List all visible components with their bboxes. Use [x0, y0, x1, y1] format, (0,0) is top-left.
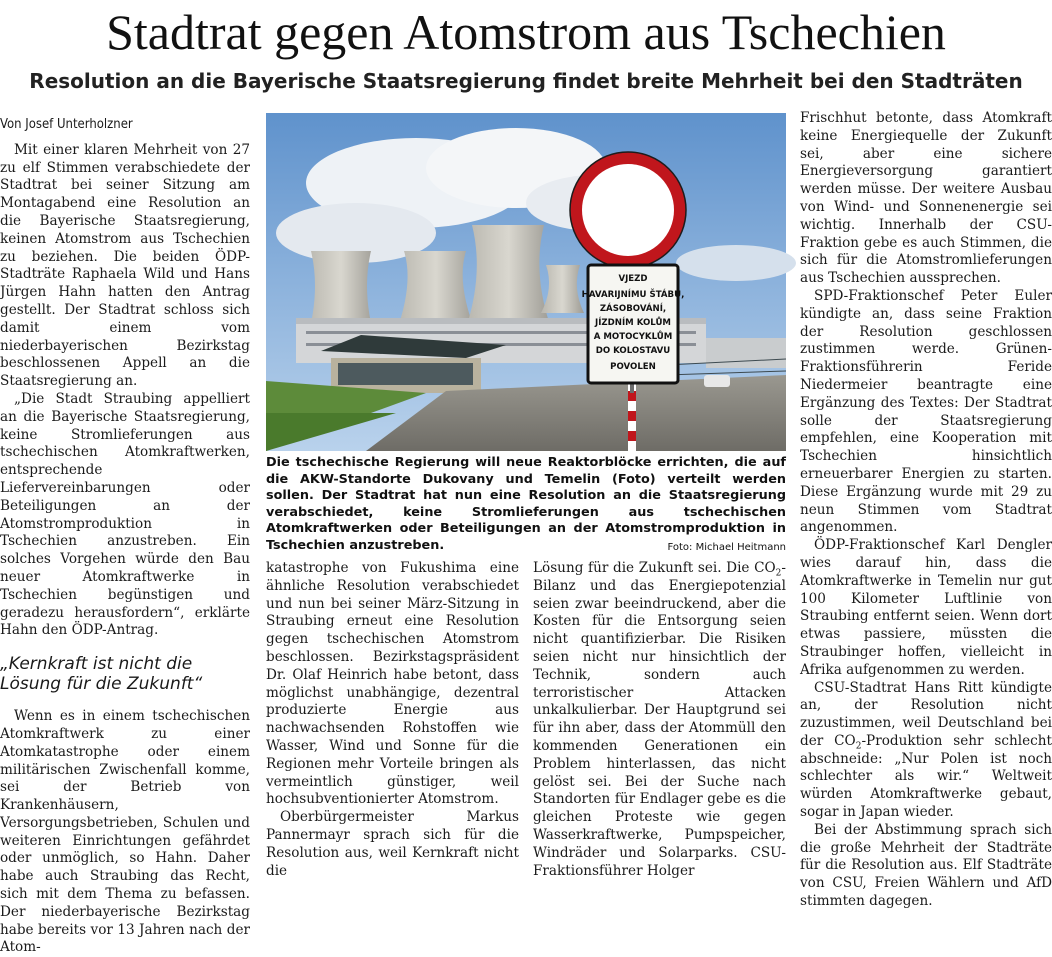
paragraph: Frischhut betonte, dass Atomkraft keine Energiequelle der Zukunft sei, aber eine sichere Energieversorgung garantiert werden müsse. Der weitere Ausbau von Wind- und Sonnenenergie sei wichtig. Innerhalb der CSU-Fraktion gebe es auch Stimmen, die sich für die Atomstromlieferungen aus Tschechien aussprechen. — [800, 110, 1052, 287]
reactor-photo-illustration — [266, 113, 786, 451]
paragraph: CSU-Stadtrat Hans Ritt kündigte an, der Resolution nicht zuzustimmen, weil Deutschland bei der $CO_2$-Produktion sehr schlecht abschneide: „Nur Polen ist noch schlechter als wir.“ Weltweit würden Atomkraftwerke gebaut, sogar in Japan wieder. — [800, 679, 1052, 821]
article-column-2 — [266, 560, 519, 879]
paragraph: katastrophe von Fukushima eine ähnliche Resolution verabschiedet und nun bei seiner März-Sitzung in Straubing erneut eine Resolution gegen tschechischen Atomstrom beschlossen. Bezirkstagspräsident Dr. Olaf Heinrich habe betont, dass möglichst unabhängige, dezentral produzierte Energie aus nachwachsenden Rohstoffen wie Wasser, Wind und Sonne für die Regionen mehr Vorteile bringen als vermeintlich günstiger, weil hochsubventionierter Atomstrom. — [266, 560, 519, 808]
paragraph: ÖDP-Fraktionschef Karl Dengler wies darauf hin, dass die Atomkraftwerke in Temelin nur gut 100 Kilometer Luftlinie von Straubing entfernt seien. Wenn dort etwas passiere, müssten die Straubinger hoffen, vielleicht in Afrika aufgenommen zu werden. — [800, 537, 1052, 678]
article-column-1 — [0, 116, 250, 956]
photo-caption — [266, 455, 786, 557]
photo-credit: Foto: Michael Heitmann — [667, 541, 786, 553]
sign-line: HAVARIJNÍMU ŠTÁBU, — [581, 290, 685, 300]
headline: Stadtrat gegen Atomstrom aus Tschechien — [106, 4, 946, 60]
paragraph: Oberbürgermeister Markus Pannermayr sprach sich für die Resolution aus, weil Kernkraft nicht die — [266, 809, 519, 879]
paragraph: SPD-Fraktionschef Peter Euler kündigte an, dass seine Fraktion der Resolution geschlossen zustimmen werde. Grünen-Fraktionsführerin Feride Niedermeier beantragte eine Ergänzung des Textes: Der Stadtrat solle der Staatsregierung empfehlen, eine Kooperation mit Tschechien hinsichtlich erneuerbarer Energien zu starten. Diese Ergänzung wurde mit 29 zu neun Stimmen vom Stadtrat angenommen. — [800, 287, 1052, 536]
sign-line: DO KOLOSTAVU — [595, 346, 671, 356]
byline: Von Josef Unterholzner — [0, 117, 133, 132]
news-photo — [266, 113, 786, 451]
sign-line: POVOLEN — [610, 362, 656, 372]
article-column-3 — [533, 560, 786, 879]
sign-line: JÍZDNÍM KOLŮM — [595, 318, 671, 328]
paragraph: „Die Stadt Straubing appelliert an die Bayerische Staatsregierung, keine Stromlieferungen aus tschechischen Atomkraftwerken, entsprechende Liefervereinbarungen oder Beteiligungen an der Atomstromproduktion in Tschechien anzustreben. Ein solches Vorgehen würde den Bau neuer Atomkraftwerke in Tschechien begünstigen und geradezu herausfordern“, erklärte Hahn den ÖDP-Antrag. — [0, 390, 250, 639]
sign-line: ZÁSOBOVÁNÍ, — [599, 304, 667, 314]
crosshead: „Kernkraft ist nicht die Lösung für die Zukunft“ — [0, 654, 203, 695]
sign-line: VJEZD — [618, 274, 648, 284]
paragraph: Lösung für die Zukunft sei. Die $CO_2$-Bilanz und das Energiepotenzial seien zwar beeindruckend, aber die Kosten für die Entsorgung seien nicht quantifizierbar. Die Risiken seien nicht nur hinsichtlich der Technik, sondern auch terroristischer Attacken unkalkulierbar. Der Hauptgrund sei für ihn aber, dass der Atommüll den kommenden Generationen ein Problem hinterlassen, das nicht gelöst sei. Bei der Suche nach Standorten für Endlager gebe es die gleichen Proteste wie gegen Wasserkraftwerke, Pumpspeicher, Windräder und Solarparks. CSU-Fraktionsführer Holger — [533, 560, 786, 879]
paragraph: Wenn es in einem tschechischen Atomkraftwerk zu einer Atomkatastrophe oder einem militärischen Zwischenfall komme, sei der Betrieb von Krankenhäusern, Versorgungsbetrieben, Schulen und weiteren Einrichtungen gefährdet oder unmöglich, so Hahn. Daher habe auch Straubing das Recht, sich mit dem Thema zu befassen. Der niederbayerische Bezirkstag habe bereits vor 13 Jahren nach der Atom- — [0, 708, 250, 956]
article-column-4 — [800, 110, 1052, 910]
caption-text: Die tschechische Regierung will neue Reaktorblöcke errichten, die auf die AKW-Standorte Dukovany und Temelin (Foto) verteilt werden sollen. Der Stadtrat hat nun eine Resolution an die Staatsregierung verabschiedet, keine Stromlieferungen aus tschechischen Atomkraftwerken oder Beteiligungen an der Atomstromproduktion in Tschechien anzustreben. — [266, 455, 786, 553]
subheadline: Resolution an die Bayerische Staatsregierung findet breite Mehrheit bei den Stadträten — [29, 69, 1023, 93]
sign-line: A MOTOCYKLŮM — [593, 332, 673, 342]
paragraph: Bei der Abstimmung sprach sich die große Mehrheit der Stadträte für die Resolution aus. Elf Stadträte von CSU, Freien Wählern und AfD stimmten dagegen. — [800, 821, 1052, 910]
paragraph: Mit einer klaren Mehrheit von 27 zu elf Stimmen verabschiedete der Stadtrat bei seiner Sitzung am Montagabend eine Resolution an die Bayerische Staatsregierung, keinen Atomstrom aus Tschechien zu beziehen. Die beiden ÖDP-Stadträte Raphaela Wild und Hans Jürgen Hahn hatten den Antrag gestellt. Der Stadtrat schloss sich damit einem vom niederbayerischen Bezirkstag beschlossenen Appell an die Staatsregierung an. — [0, 141, 250, 390]
